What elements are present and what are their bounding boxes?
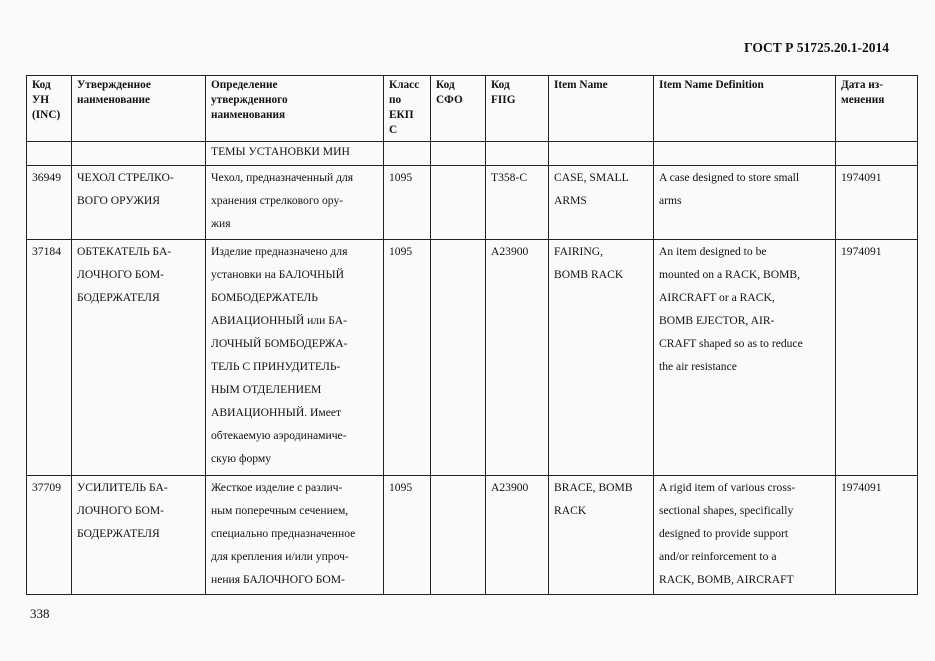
cell-definition: Жесткое изделие с различ- ным поперечным сечением, специально предназначенное для крепления и/или упроч- нения БАЛОЧНОГО БОМ- [206, 476, 384, 595]
col-class-header: Класс по ЕКП С [384, 76, 431, 142]
document-code: ГОСТ Р 51725.20.1-2014 [744, 40, 889, 55]
cell-definition: Чехол, предназначенный для хранения стрелкового ору- жия [206, 166, 384, 240]
table-row [27, 476, 918, 595]
cell-item-def: A rigid item of various cross- sectional shapes, specifically designed to provide support and/or reinforcement to a RACK, BOMB, AIRCRAFT [654, 476, 836, 595]
cell-fiig: T358-C [486, 166, 549, 240]
col-date-header: Дата из- менения [836, 76, 918, 142]
cell-fiig: A23900 [486, 476, 549, 595]
col-definition-header: Определение утвержденного наименования [206, 76, 384, 142]
cell-date: 1974091 [836, 166, 918, 240]
cell-sfo [431, 166, 486, 240]
cell-sfo [431, 476, 486, 595]
cell-code: 37184 [27, 240, 72, 476]
cell-class: 1095 [384, 476, 431, 595]
col-item-name-header: Item Name [549, 76, 654, 142]
col-code-inc-header: Код УН (INC) [27, 76, 72, 142]
cell-class: 1095 [384, 166, 431, 240]
col-approved-name-header: Утвержденное наименование [72, 76, 206, 142]
cell-date: 1974091 [836, 240, 918, 476]
cell-name: ЧЕХОЛ СТРЕЛКО- ВОГО ОРУЖИЯ [72, 166, 206, 240]
col-item-def-header: Item Name Definition [654, 76, 836, 142]
cell-name: ОБТЕКАТЕЛЬ БА- ЛОЧНОГО БОМ- БОДЕРЖАТЕЛЯ [72, 240, 206, 476]
cell-item-name: BRACE, BOMB RACK [549, 476, 654, 595]
col-fiig-header: Код FIIG [486, 76, 549, 142]
cell-item-name: CASE, SMALL ARMS [549, 166, 654, 240]
table-row [27, 240, 918, 476]
cell-definition: Изделие предназначено для установки на БАЛОЧНЫЙ БОМБОДЕРЖАТЕЛЬ АВИАЦИОННЫЙ или БА- ЛОЧНЫЙ БОМБОДЕРЖА- ТЕЛЬ С ПРИНУДИТЕЛЬ- НЫМ ОТДЕЛЕНИЕМ АВИАЦИОННЫЙ. Имеет обтекаемую аэродинамиче- скую форму [206, 240, 384, 476]
header-row [27, 76, 918, 142]
catalog-table [26, 75, 918, 595]
continuation-row [27, 142, 918, 166]
page-number: 338 [30, 606, 50, 621]
cell-name: УСИЛИТЕЛЬ БА- ЛОЧНОГО БОМ- БОДЕРЖАТЕЛЯ [72, 476, 206, 595]
table-row [27, 166, 918, 240]
cell-item-def: An item designed to be mounted on a RACK, BOMB, AIRCRAFT or a RACK, BOMB EJECTOR, AIR- CRAFT shaped so as to reduce the air resistance [654, 240, 836, 476]
cell-code: 36949 [27, 166, 72, 240]
cell-date: 1974091 [836, 476, 918, 595]
cell-class: 1095 [384, 240, 431, 476]
cell-fiig: A23900 [486, 240, 549, 476]
cell-item-name: FAIRING, BOMB RACK [549, 240, 654, 476]
continuation-definition: ТЕМЫ УСТАНОВКИ МИН [206, 142, 384, 166]
cell-item-def: A case designed to store small arms [654, 166, 836, 240]
col-sfo-header: Код СФО [431, 76, 486, 142]
cell-sfo [431, 240, 486, 476]
cell-code: 37709 [27, 476, 72, 595]
